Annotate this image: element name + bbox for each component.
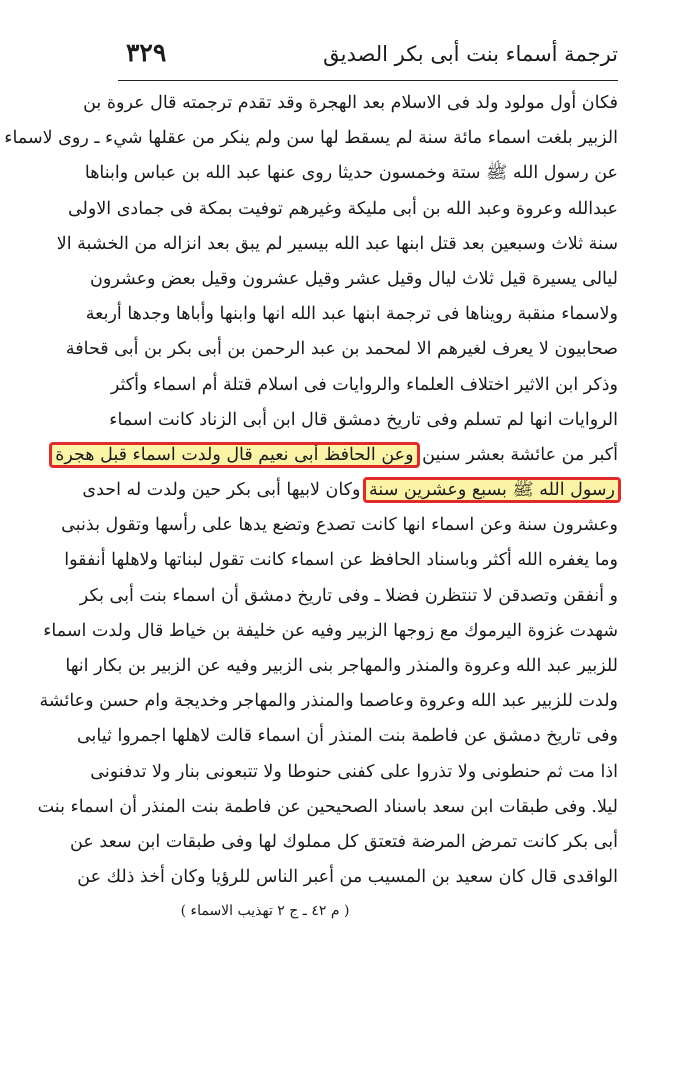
header-rule bbox=[118, 80, 618, 81]
text-line: سنة ثلاث وسبعين بعد قتل ابنها عبد الله بيسير لم يبق بعد انزاله من الخشبة الا bbox=[56, 233, 618, 254]
text-line bbox=[55, 438, 618, 473]
text-line: ولاسماء منقبة رويناها فى ترجمة ابنها عبد الله انها وابنها وأباها وجدها أربعة bbox=[85, 304, 618, 325]
text-line: ليالى يسيرة قيل ثلاث ليال وقيل عشر وقيل عشرون وقيل بعض وعشرون bbox=[90, 268, 618, 289]
text-line: صحابيون لا يعرف لغيرهم الا لمحمد بن عبد الرحمن بن أبى بكر بن أبى قحافة bbox=[65, 339, 618, 360]
text-line: الواقدى قال كان سعيد بن المسيب من أعبر الناس للرؤيا وكان أخذ ذلك عن bbox=[77, 867, 618, 888]
text-line: ولدت للزبير عبد الله وعروة وعاصما والمنذر والمهاجر وخديجة وام حسن وعائشة bbox=[39, 691, 618, 712]
text-line: الروايات انها لم تسلم وفى تاريخ دمشق قال ابن أبى الزناد كانت اسماء bbox=[109, 409, 618, 430]
text-line: أبى بكر كانت تمرض المرضة فتعتق كل مملوك لها وفى طبقات ابن سعد عن bbox=[70, 831, 618, 852]
running-title: ترجمة أسماء بنت أبى بكر الصديق bbox=[323, 42, 618, 66]
highlighted-passage: وعن الحافظ أبى نعيم قال ولدت اسماء قبل هجرة bbox=[52, 445, 416, 465]
page-header bbox=[118, 38, 618, 78]
text-line: وما يغفره الله أكثر وباسناد الحافظ عن اسماء كانت تقول لبناتها ولاهلها أنفقوا bbox=[64, 550, 618, 571]
text-line: الزبير بلغت اسماء مائة سنة لم يسقط لها سن ولم ينكر من عقلها شيء ـ روى لاسماء bbox=[4, 128, 618, 149]
line-text: وكان لابيها أبى بكر حين ولدت له احدى bbox=[82, 480, 361, 501]
text-line: عبدالله وعروة وعبد الله بن أبى مليكة وغيرهم توفيت بمكة فى جمادى الاولى bbox=[67, 198, 618, 219]
text-line: ليلا. وفى طبقات ابن سعد باسناد الصحيحين عن فاطمة بنت المنذر أن اسماء بنت bbox=[37, 796, 618, 817]
text-line bbox=[82, 473, 618, 508]
page-number: ٣٢٩ bbox=[126, 38, 167, 67]
text-line: وعشرون سنة وعن اسماء انها كانت تصدع وتضع يدها على رأسها وتقول بذنبى bbox=[61, 515, 618, 536]
text-line: للزبير عبد الله وعروة والمنذر والمهاجر بنى الزبير وفيه عن الزبير بن بكار انها bbox=[65, 656, 618, 676]
text-line: عن رسول الله ﷺ ستة وخمسون حديثا روى عنها عبد الله بن عباس وابناها bbox=[84, 163, 618, 184]
highlighted-passage: رسول الله ﷺ بسبع وعشرين سنة bbox=[366, 480, 618, 500]
body-text bbox=[4, 86, 618, 895]
text-line: فكان أول مولود ولد فى الاسلام بعد الهجرة وقد تقدم ترجمته قال عروة بن bbox=[83, 93, 618, 113]
text-line: وفى تاريخ دمشق عن فاطمة بنت المنذر أن اسماء قالت لاهلها اجمروا ثيابى bbox=[76, 726, 618, 747]
text-line: و أنفقن وتصدقن لا تنتظرن فضلا ـ وفى تاريخ دمشق أن اسماء بنت أبى بكر bbox=[79, 585, 618, 606]
line-text: أكبر من عائشة بعشر سنين bbox=[422, 444, 618, 465]
text-line: وذكر ابن الاثير اختلاف العلماء والروايات فى اسلام قتلة أم اسماء وأكثر bbox=[110, 374, 618, 395]
text-line: اذا مت ثم حنطونى ولا تذروا على كفنى حنوطا ولا تتبعونى بنار ولا تدفنونى bbox=[90, 761, 618, 782]
text-line: شهدت غزوة اليرموك مع زوجها الزبير وفيه عن خليفة بن خياط قال ولدت اسماء bbox=[43, 620, 618, 641]
footer-signature: ( م ٤٢ ـ ج ٢ تهذيب الاسماء ) bbox=[180, 903, 350, 919]
